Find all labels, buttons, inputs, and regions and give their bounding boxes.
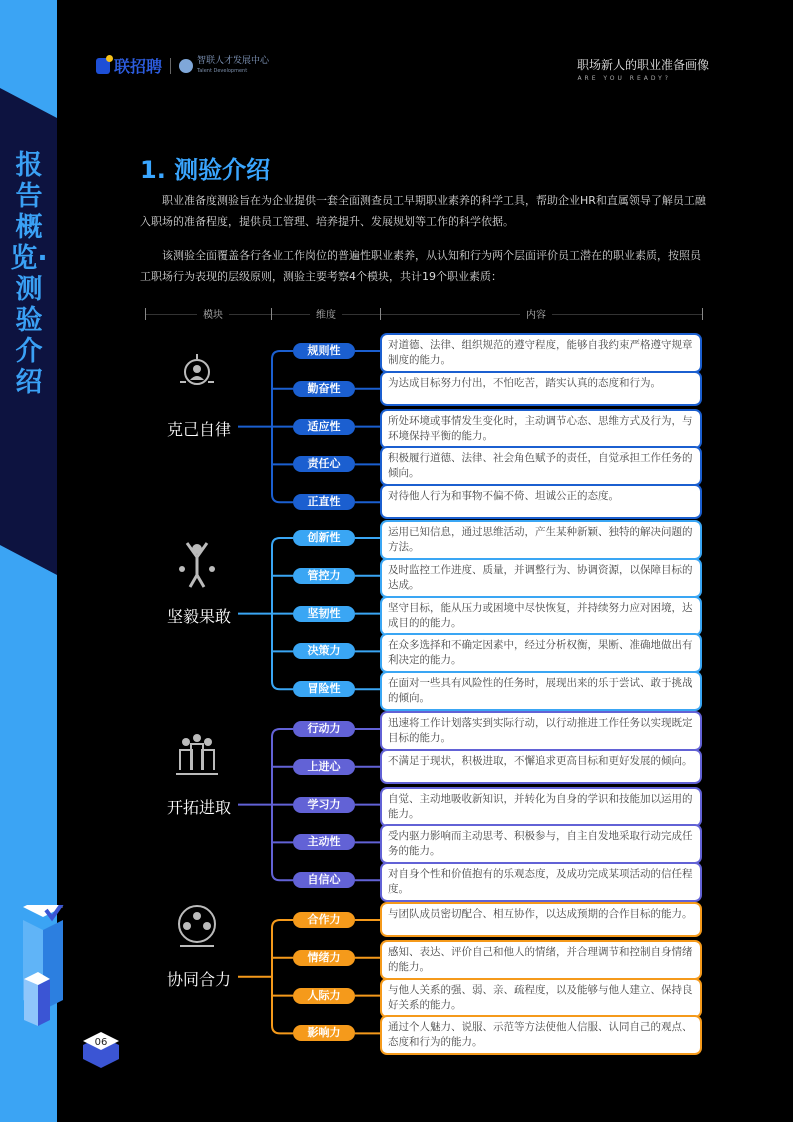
dimension-pill: 行动力 bbox=[293, 721, 355, 737]
header-content: 内容 bbox=[520, 306, 552, 321]
bracket-connector bbox=[272, 920, 293, 1033]
dimension-description: 所处环境或事情发生变化时，主动调节心态、思维方式及行为，与环境保持平衡的能力。 bbox=[380, 409, 702, 449]
dimension-pill: 影响力 bbox=[293, 1025, 355, 1041]
intro-paragraph-1: 职业准备度测验旨在为企业提供一套全面测查员工早期职业素养的科学工具，帮助企业HR和直属领导了解员工融入职场的准备程度，提供员工管理、培养提升、发展规划等工作的科学依据。 bbox=[140, 194, 706, 228]
module-name: 协同合力 bbox=[166, 969, 231, 989]
bracket-connector bbox=[272, 351, 293, 502]
org-name: 智联人才发展中心 Talent Development bbox=[197, 55, 270, 74]
bracket-connector bbox=[272, 729, 293, 880]
dimension-pill: 管控力 bbox=[293, 568, 355, 584]
dimension-description: 与团队成员密切配合、相互协作，以达成预期的合作目标的能力。 bbox=[380, 902, 702, 937]
dimension-pill: 适应性 bbox=[293, 419, 355, 435]
dimension-description: 在面对一些具有风险性的任务时，展现出来的乐于尝试、敢于挑战的倾向。 bbox=[380, 671, 702, 711]
intro-paragraph-2: 该测验全面覆盖各行各业工作岗位的普遍性职业素养，从认知和行为两个层面评价员工潜在的职业素质，按照员工职场行为表现的层级原则，测验主要考察4个模块，共计19个职业素质： bbox=[140, 249, 701, 283]
dimension-pill: 创新性 bbox=[293, 530, 355, 546]
module-name: 开拓进取 bbox=[166, 797, 231, 817]
page-number: 06 bbox=[94, 1037, 108, 1048]
dimension-description: 受内驱力影响而主动思考、积极参与，自主自发地采取行动完成任务的能力。 bbox=[380, 824, 702, 864]
dimension-pill: 情绪力 bbox=[293, 950, 355, 966]
module-name: 坚毅果敢 bbox=[166, 606, 231, 626]
dimension-description: 与他人关系的强、弱、亲、疏程度，以及能够与他人建立、保持良好关系的能力。 bbox=[380, 978, 702, 1018]
dimension-description: 通过个人魅力、说服、示范等方法使他人信服、认同自己的观点、态度和行为的能力。 bbox=[380, 1015, 702, 1055]
celebrating-person-icon bbox=[172, 539, 222, 589]
person-target-icon bbox=[172, 352, 222, 402]
dimension-description: 不满足于现状，积极进取，不懈追求更高目标和更好发展的倾向。 bbox=[380, 749, 702, 784]
sidebar-title: 报告概览·测验介绍 bbox=[10, 150, 48, 398]
dimension-description: 运用已知信息，通过思维活动，产生某种新颖、独特的解决问题的方法。 bbox=[380, 520, 702, 560]
dimension-pill: 坚韧性 bbox=[293, 606, 355, 622]
bracket-connector bbox=[272, 538, 293, 689]
logo-separator bbox=[170, 58, 171, 74]
dimension-pill: 规则性 bbox=[293, 343, 355, 359]
dimension-pill: 正直性 bbox=[293, 494, 355, 510]
header-dimension: 维度 bbox=[310, 306, 342, 321]
section-title: 1. 测验介绍 bbox=[140, 156, 271, 184]
brand-logo bbox=[96, 54, 269, 77]
report-title: 职场新人的职业准备画像 bbox=[576, 58, 709, 72]
header-module: 模块 bbox=[197, 306, 229, 321]
zhaopin-logo-icon bbox=[96, 58, 110, 74]
dimension-description: 积极履行道德、法律、社会角色赋予的责任，自觉承担工作任务的倾向。 bbox=[380, 446, 702, 486]
report-subtitle: ARE YOU READY? bbox=[577, 75, 671, 82]
dimension-description: 感知、表达、评价自己和他人的情绪，并合理调节和控制自身情绪的能力。 bbox=[380, 940, 702, 980]
dimension-pill: 人际力 bbox=[293, 988, 355, 1004]
podium-team-icon bbox=[172, 730, 222, 780]
dimension-description: 自觉、主动地吸收新知识，并转化为自身的学识和技能加以运用的能力。 bbox=[380, 787, 702, 827]
dimension-pill: 合作力 bbox=[293, 912, 355, 928]
tree-logo-icon bbox=[179, 59, 193, 73]
table-header bbox=[145, 306, 703, 322]
dimension-pill: 学习力 bbox=[293, 797, 355, 813]
page-badge bbox=[80, 1030, 122, 1074]
dimension-description: 在众多选择和不确定因素中，经过分析权衡，果断、准确地做出有利决定的能力。 bbox=[380, 633, 702, 673]
dimension-description: 及时监控工作进度、质量，并调整行为、协调资源，以保障目标的达成。 bbox=[380, 558, 702, 598]
module-name: 克己自律 bbox=[166, 419, 231, 439]
bar-decoration bbox=[18, 905, 73, 1035]
dimension-pill: 勤奋性 bbox=[293, 381, 355, 397]
dimension-description: 迅速将工作计划落实到实际行动，以行动推进工作任务以实现既定目标的能力。 bbox=[380, 711, 702, 751]
dimension-pill: 冒险性 bbox=[293, 681, 355, 697]
dimension-pill: 上进心 bbox=[293, 759, 355, 775]
dimension-pill: 责任心 bbox=[293, 456, 355, 472]
dimension-description: 对自身个性和价值抱有的乐观态度，及成功完成某项活动的信任程度。 bbox=[380, 862, 702, 902]
dimension-description: 为达成目标努力付出，不怕吃苦，踏实认真的态度和行为。 bbox=[380, 371, 702, 406]
logo-name: 联招聘 bbox=[114, 57, 163, 76]
dimension-pill: 自信心 bbox=[293, 872, 355, 888]
team-circle-icon bbox=[172, 902, 222, 952]
dimension-description: 对待他人行为和事物不偏不倚、坦诚公正的态度。 bbox=[380, 484, 702, 519]
dimension-pill: 主动性 bbox=[293, 834, 355, 850]
dimension-description: 坚守目标，能从压力或困境中尽快恢复，并持续努力应对困境，达成目的的能力。 bbox=[380, 596, 702, 636]
dimension-pill: 决策力 bbox=[293, 643, 355, 659]
dimension-description: 对道德、法律、组织规范的遵守程度，能够自我约束严格遵守规章制度的能力。 bbox=[380, 333, 702, 373]
